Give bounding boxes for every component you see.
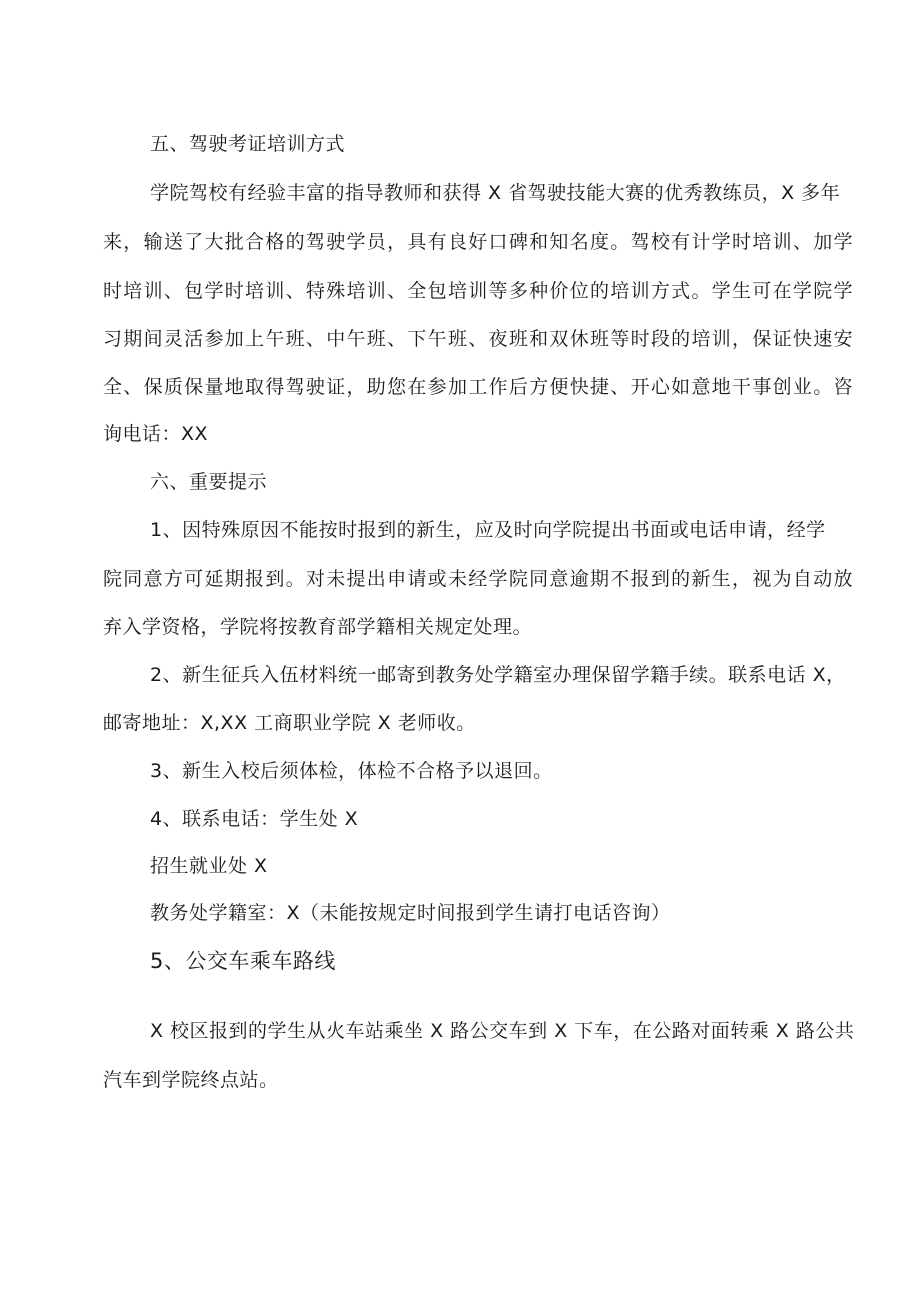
section-heading-bus: 5、公交车乘车路线: [150, 949, 336, 973]
paragraph-line: 习期间灵活参加上午班、中午班、下午班、夜班和双休班等时段的培训，保证快速安: [103, 328, 853, 350]
paragraph-line: 时培训、包学时培训、特殊培训、全包培训等多种价位的培训方式。学生可在学院学: [103, 280, 853, 302]
bus-route-line: 汽车到学院终点站。: [103, 1069, 279, 1091]
section-heading-driving: 五、驾驶考证培训方式: [150, 133, 346, 155]
notice-item-1-line: 院同意方可延期报到。对未提出申请或未经学院同意逾期不报到的新生，视为自动放: [103, 568, 853, 590]
paragraph-line: 学院驾校有经验丰富的指导教师和获得 X 省驾驶技能大赛的优秀教练员，X 多年: [150, 182, 841, 204]
notice-item-3: 3、新生入校后须体检，体检不合格予以退回。: [150, 760, 553, 782]
notice-item-4: 4、联系电话：学生处 X: [150, 808, 359, 830]
paragraph-line: 询电话：XX: [103, 423, 209, 445]
contact-registry: 教务处学籍室：X（未能按规定时间报到学生请打电话咨询）: [150, 902, 671, 924]
notice-item-2-line: 2、新生征兵入伍材料统一邮寄到教务处学籍室办理保留学籍手续。联系电话 X，: [150, 664, 846, 686]
paragraph-line: 全、保质保量地取得驾驶证，助您在参加工作后方便快捷、开心如意地干事创业。咨: [103, 376, 853, 398]
paragraph-line: 来，输送了大批合格的驾驶学员，具有良好口碑和知名度。驾校有计学时培训、加学: [103, 231, 853, 253]
notice-item-1-line: 1、因特殊原因不能按时报到的新生，应及时向学院提出书面或电话申请，经学: [150, 519, 826, 541]
notice-item-2-line: 邮寄地址：X,XX 工商职业学院 X 老师收。: [103, 712, 476, 734]
bus-route-line: X 校区报到的学生从火车站乘坐 X 路公交车到 X 下车，在公路对面转乘 X 路公共: [150, 1020, 855, 1042]
section-heading-notice: 六、重要提示: [150, 471, 268, 493]
notice-item-1-line: 弃入学资格，学院将按教育部学籍相关规定处理。: [103, 616, 533, 638]
contact-admissions: 招生就业处 X: [150, 855, 268, 877]
